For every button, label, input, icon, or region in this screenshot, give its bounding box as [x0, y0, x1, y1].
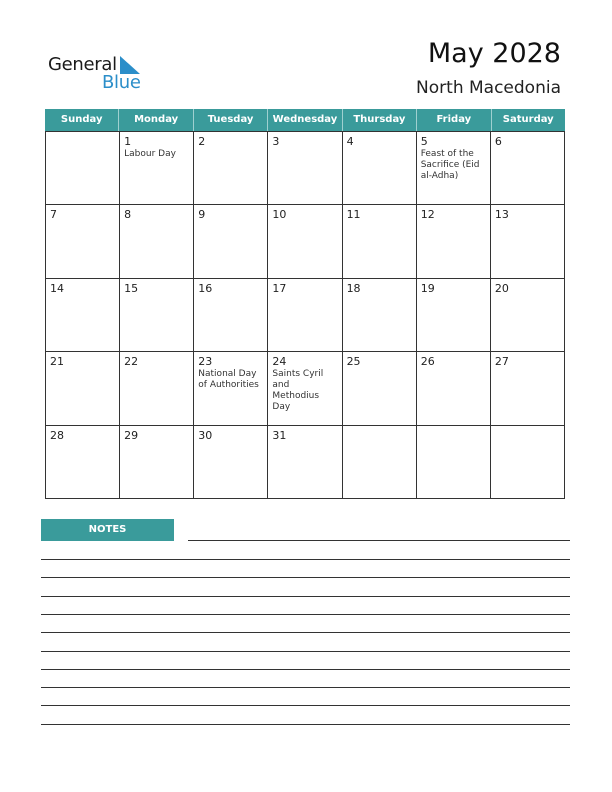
day-cell — [491, 279, 565, 352]
country-name: North Macedonia — [416, 78, 561, 98]
day-number: 8 — [124, 208, 132, 222]
notes-line — [41, 669, 570, 670]
day-cell — [268, 132, 342, 205]
day-cell — [417, 132, 491, 205]
day-cell — [417, 205, 491, 278]
day-number: 19 — [420, 281, 435, 295]
day-cell — [46, 279, 120, 352]
weekday-thursday: Thursday — [343, 109, 417, 131]
day-number: 1 — [124, 135, 132, 148]
notes-line — [41, 632, 570, 633]
calendar — [45, 109, 565, 499]
notes-line — [41, 724, 570, 725]
day-cell — [491, 132, 565, 205]
day-number: 29 — [124, 428, 139, 442]
holiday-label: Saints Cyril and Methodius Day — [272, 369, 324, 413]
day-cell — [194, 352, 268, 425]
notes-label: NOTES — [41, 519, 174, 541]
day-cell — [46, 352, 120, 425]
day-number: 25 — [346, 355, 361, 369]
holiday-label: Labour Day — [124, 149, 176, 159]
day-number: 5 — [420, 135, 428, 148]
day-number: 4 — [346, 135, 354, 148]
day-number: 13 — [494, 208, 509, 222]
day-cell — [46, 132, 120, 205]
day-number: 10 — [272, 208, 287, 222]
day-number: 27 — [494, 355, 509, 369]
day-cell — [194, 205, 268, 278]
day-number: 28 — [50, 428, 64, 442]
notes-line — [188, 540, 570, 541]
day-cell — [120, 352, 194, 425]
weekday-sunday: Sunday — [45, 109, 119, 131]
day-number: 11 — [346, 208, 361, 222]
day-cell — [120, 205, 194, 278]
day-number: 2 — [198, 135, 206, 148]
day-cell — [491, 352, 565, 425]
day-cell — [268, 205, 342, 278]
holiday-label: Feast of the Sacrifice (Eid al-Adha) — [420, 149, 480, 181]
day-cell — [120, 426, 194, 499]
day-number: 15 — [124, 281, 139, 295]
day-number: 21 — [50, 355, 64, 369]
day-number: 26 — [420, 355, 435, 369]
day-cell — [268, 352, 342, 425]
day-number: 12 — [420, 208, 435, 222]
day-number: 9 — [198, 208, 206, 222]
logo-text-general: General — [48, 54, 117, 75]
notes-line — [41, 577, 570, 578]
logo — [48, 52, 158, 92]
notes-line — [41, 614, 570, 615]
day-cell — [120, 279, 194, 352]
weekday-header — [45, 109, 565, 131]
day-number: 3 — [272, 135, 280, 148]
day-number: 18 — [346, 281, 361, 295]
day-number: 17 — [272, 281, 287, 295]
day-number: 23 — [198, 355, 213, 369]
day-cell — [343, 132, 417, 205]
day-number: 30 — [198, 428, 213, 442]
day-cell — [343, 426, 417, 499]
day-cell — [417, 426, 491, 499]
day-number: 31 — [272, 428, 287, 442]
day-cell — [417, 279, 491, 352]
day-cell — [417, 352, 491, 425]
calendar-grid — [45, 131, 565, 499]
day-cell — [194, 132, 268, 205]
day-cell — [120, 132, 194, 205]
page-title: May 2028 — [427, 38, 561, 69]
weekday-saturday: Saturday — [502, 114, 554, 125]
day-number: 7 — [50, 208, 57, 222]
day-cell — [194, 426, 268, 499]
notes-line — [41, 687, 570, 688]
day-number: 16 — [198, 281, 213, 295]
day-cell — [46, 426, 120, 499]
holiday-label: National Day of Authorities — [198, 369, 259, 391]
notes-line — [41, 596, 570, 597]
notes-line — [41, 705, 570, 706]
notes-line — [41, 651, 570, 652]
day-cell — [268, 279, 342, 352]
day-cell — [491, 205, 565, 278]
logo-text-blue: Blue — [102, 72, 141, 93]
day-number: 6 — [494, 135, 502, 148]
day-cell — [46, 205, 120, 278]
day-cell — [491, 426, 565, 499]
day-number: 24 — [272, 355, 287, 369]
day-cell — [343, 279, 417, 352]
weekday-tuesday: Tuesday — [194, 109, 268, 131]
notes-line — [41, 559, 570, 560]
day-cell — [343, 205, 417, 278]
weekday-monday: Monday — [119, 109, 193, 131]
day-number: 20 — [494, 281, 509, 295]
day-cell — [194, 279, 268, 352]
day-number: 22 — [124, 355, 139, 369]
day-number: 14 — [50, 281, 64, 295]
day-cell — [268, 426, 342, 499]
day-cell — [343, 352, 417, 425]
weekday-wednesday: Wednesday — [268, 109, 342, 131]
weekday-friday: Friday — [417, 109, 491, 131]
